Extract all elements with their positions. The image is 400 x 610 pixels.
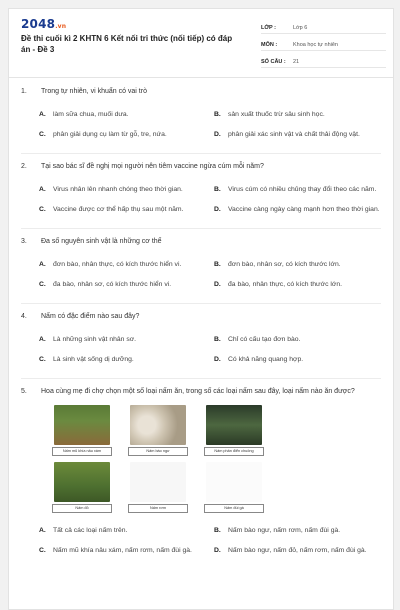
mushroom-figure — [51, 462, 113, 513]
question-stem — [21, 162, 381, 172]
answer-option[interactable] — [214, 255, 381, 275]
question-number: 3. — [21, 238, 27, 245]
question-number: 2. — [21, 163, 27, 170]
answer-text: Virus nhân lên nhanh chóng theo thời gian. — [53, 186, 183, 193]
answer-options — [21, 255, 381, 295]
mushroom-caption: Nấm đùi gà — [204, 504, 264, 513]
answer-text: Nấm mũ khía nâu xám, nấm rơm, nấm đùi gà. — [53, 547, 192, 554]
question-list — [9, 87, 393, 561]
question-text: Trong tự nhiên, vi khuẩn có vai trò — [41, 88, 147, 95]
answer-letter: C. — [39, 281, 46, 288]
answer-letter: B. — [214, 527, 221, 534]
answer-option[interactable] — [214, 350, 381, 370]
answer-letter: A. — [39, 261, 46, 268]
answer-option[interactable] — [39, 541, 206, 561]
answer-letter: D. — [214, 356, 221, 363]
answer-option[interactable] — [214, 275, 381, 295]
answer-text: phân giải xác sinh vật và chất thải động vật. — [228, 131, 360, 138]
answer-letter: B. — [214, 261, 221, 268]
photo-nam-bao-ngu — [130, 405, 186, 445]
question-divider — [21, 303, 381, 304]
question-5 — [9, 387, 393, 561]
photo-nam-phan-dien-chuong — [206, 405, 262, 445]
answer-letter: B. — [214, 111, 221, 118]
answer-letter: A. — [39, 336, 46, 343]
answer-text: Nấm bào ngư, nấm đỏ, nấm rơm, nấm đùi gà. — [228, 547, 367, 554]
answer-letter: C. — [39, 547, 46, 554]
question-divider — [21, 153, 381, 154]
question-divider — [21, 378, 381, 379]
meta-subject: MÔN : Khoa học tự nhiên — [261, 36, 386, 51]
answer-letter: B. — [214, 186, 221, 193]
answer-options — [21, 105, 381, 145]
mushroom-caption: Nấm đỏ — [52, 504, 112, 513]
answer-letter: A. — [39, 111, 46, 118]
answer-letter: B. — [214, 336, 221, 343]
photo-nam-mu-khia-nau-xam — [54, 405, 110, 445]
answer-text: đa bào, nhân thực, có kích thước lớn. — [228, 281, 342, 288]
question-text: Nấm có đặc điểm nào sau đây? — [41, 313, 140, 320]
question-1 — [9, 87, 393, 154]
answer-text: đơn bào, nhân sơ, có kích thước lớn. — [228, 261, 341, 268]
header-divider — [9, 77, 393, 78]
answer-options — [21, 330, 381, 370]
mushroom-caption: Nấm phân điển chuông — [204, 447, 264, 456]
answer-text: đơn bào, nhân thực, có kích thước hiển vi. — [53, 261, 182, 268]
question-number: 1. — [21, 88, 27, 95]
exam-title: Đề thi cuối kì 2 KHTN 6 Kết nối tri thức (nối tiếp) có đáp án - Đề 3 — [21, 34, 233, 54]
answer-text: sản xuất thuốc trừ sâu sinh học. — [228, 111, 325, 118]
answer-text: Virus cúm có nhiều chủng thay đổi theo các năm. — [228, 186, 377, 193]
answer-option[interactable] — [39, 275, 206, 295]
answer-option[interactable] — [39, 330, 206, 350]
answer-letter: D. — [214, 206, 221, 213]
question-stem — [21, 237, 381, 247]
mushroom-image-grid — [51, 405, 381, 513]
answer-option[interactable] — [39, 350, 206, 370]
mushroom-figure — [203, 405, 265, 456]
answer-text: Tất cả các loại nấm trên. — [53, 527, 128, 534]
answer-options — [21, 180, 381, 220]
question-stem — [21, 387, 381, 397]
answer-option[interactable] — [39, 200, 206, 220]
question-3 — [9, 237, 393, 304]
answer-option[interactable] — [214, 330, 381, 350]
photo-nam-do — [54, 462, 110, 502]
answer-option[interactable] — [214, 125, 381, 145]
question-stem — [21, 87, 381, 97]
mushroom-figure — [203, 462, 265, 513]
answer-option[interactable] — [214, 521, 381, 541]
answer-option[interactable] — [214, 200, 381, 220]
question-2 — [9, 162, 393, 229]
mushroom-figure — [127, 462, 189, 513]
mushroom-figure — [51, 405, 113, 456]
answer-letter: D. — [214, 547, 221, 554]
exam-header — [9, 9, 393, 81]
answer-letter: A. — [39, 527, 46, 534]
question-number: 4. — [21, 313, 27, 320]
answer-text: Là sinh vật sống dị dưỡng. — [53, 356, 134, 363]
question-number: 5. — [21, 388, 27, 395]
question-text: Tại sao bác sĩ đề nghị mọi người nên tiêm vaccine ngừa cúm mỗi năm? — [41, 163, 264, 170]
mushroom-caption: Nấm mũ khía nâu xám — [52, 447, 112, 456]
answer-options — [21, 521, 381, 561]
answer-text: Vaccine được cơ thể hấp thụ sau một năm. — [53, 206, 184, 213]
question-text: Đa số nguyên sinh vật là những cơ thể — [41, 238, 162, 245]
answer-option[interactable] — [214, 541, 381, 561]
answer-text: Là những sinh vật nhân sơ. — [53, 336, 137, 343]
answer-text: làm sữa chua, muối dưa. — [53, 111, 129, 118]
exam-meta — [261, 19, 386, 68]
answer-text: Có khả năng quang hợp. — [228, 356, 304, 363]
mushroom-figure — [127, 405, 189, 456]
answer-letter: C. — [39, 356, 46, 363]
question-4 — [9, 312, 393, 379]
question-stem — [21, 312, 381, 322]
photo-nam-dui-ga — [206, 462, 262, 502]
answer-option[interactable] — [39, 255, 206, 275]
question-text: Hoa cùng mẹ đi chợ chọn một số loại nấm ăn, trong số các loại nấm sau đây, loại nấm nào ăn được? — [41, 388, 355, 395]
exam-page — [8, 8, 394, 610]
mushroom-caption: Nấm bào ngư — [128, 447, 188, 456]
answer-text: Vaccine càng ngày càng mạnh hơn theo thời gian. — [228, 206, 380, 213]
answer-letter: D. — [214, 281, 221, 288]
answer-letter: C. — [39, 206, 46, 213]
answer-option[interactable] — [39, 105, 206, 125]
answer-text: phân giải dụng cụ làm từ gỗ, tre, nứa. — [53, 131, 167, 138]
answer-option[interactable] — [214, 105, 381, 125]
answer-letter: C. — [39, 131, 46, 138]
answer-option[interactable] — [39, 180, 206, 200]
answer-option[interactable] — [214, 180, 381, 200]
mushroom-caption: Nấm rơm — [128, 504, 188, 513]
answer-text: Nấm bào ngư, nấm rơm, nấm đùi gà. — [228, 527, 341, 534]
meta-class: LỚP : Lớp 6 — [261, 19, 386, 34]
photo-nam-rom — [130, 462, 186, 502]
meta-question-count: SỐ CÂU : 21 — [261, 53, 386, 68]
answer-option[interactable] — [39, 521, 206, 541]
answer-text: đa bào, nhân sơ, có kích thước hiển vi. — [53, 281, 172, 288]
answer-letter: A. — [39, 186, 46, 193]
answer-option[interactable] — [39, 125, 206, 145]
question-divider — [21, 228, 381, 229]
site-logo[interactable]: 2048.vn — [21, 17, 67, 31]
answer-letter: D. — [214, 131, 221, 138]
answer-text: Chỉ có cấu tạo đơn bào. — [228, 336, 301, 343]
